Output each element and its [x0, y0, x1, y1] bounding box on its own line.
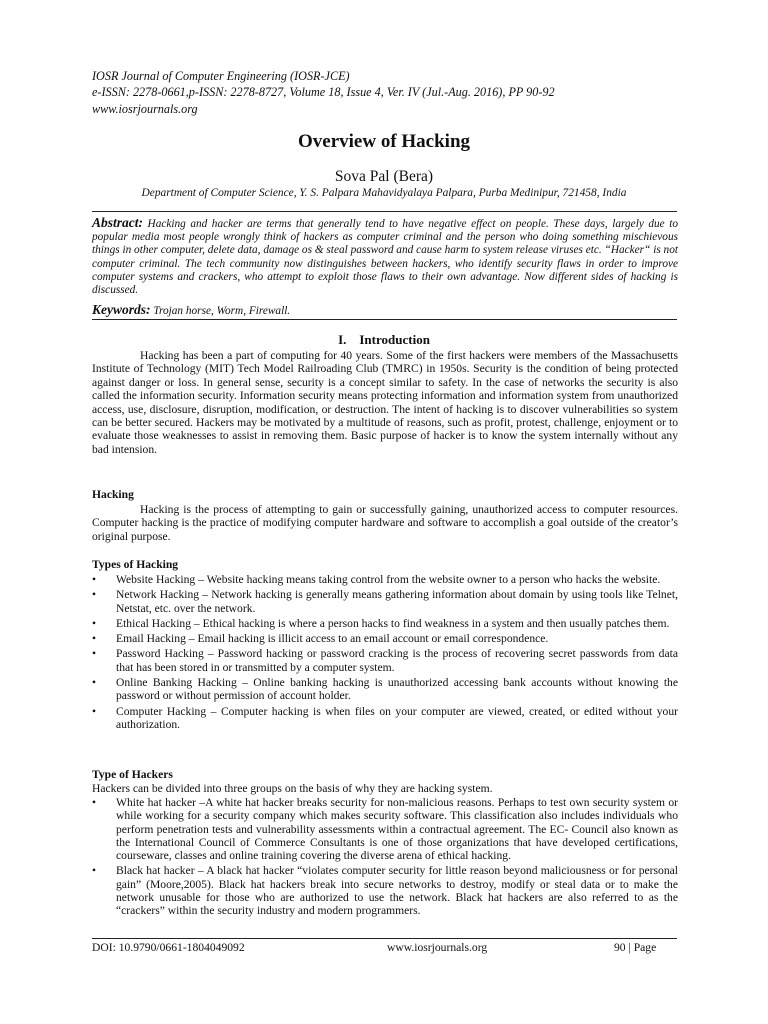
bullet-icon: • [92, 647, 97, 661]
abstract [92, 216, 678, 297]
journal-website: www.iosrjournals.org [92, 101, 198, 116]
hacking-paragraph: Hacking is the process of attempting to gain or successfully gaining, unauthorized access to computer resources. Computer hacking is the practice of modifying computer hardware and software to accomplish a goal outside of the creator’s original purpose. [92, 503, 678, 543]
paper-title: Overview of Hacking [297, 131, 471, 152]
journal-header [92, 68, 555, 117]
list-item: • Password Hacking – Password hacking or password cracking is the process of recovering secret passwords from data that has been stored in or transmitted by a computer system. [92, 647, 678, 674]
author-name: Sova Pal (Bera) [334, 168, 434, 185]
list-item: • White hat hacker –A white hat hacker breaks security for non-malicious reasons. Perhaps to test own security system or while working for a security company which makes security software. This classification also includes individuals who perform penetration tests and vulnerability assessments within a contractual agreement. The EC- Council also known as the International Council of Commerce Consultants is one of those organizations that have developed certifications, courseware, classes and online training covering the diverse arena of ethical hacking. [92, 796, 678, 863]
bullet-icon: • [92, 676, 97, 690]
bullet-icon: • [92, 573, 97, 586]
keywords [92, 302, 290, 318]
bullet-icon: • [92, 796, 97, 809]
list-item: • Online Banking Hacking – Online banking hacking is unauthorized accessing bank accounts without knowing the password or without permission of account holder. [92, 676, 678, 703]
footer-rule [92, 938, 677, 939]
footer-doi: DOI: 10.9790/0661-1804049092 [92, 941, 245, 954]
bullet-icon: • [92, 616, 97, 630]
list-item: • Network Hacking – Network hacking is generally means gathering information about domain by using tools like Telnet, Netstat, etc. over the network. [92, 588, 678, 615]
footer-page-number: 90 | Page [614, 941, 657, 954]
abstract-top-rule [92, 211, 677, 212]
list-item: • Black hat hacker – A black hat hacker “violates computer security for little reason beyond maliciousness or for personal gain” (Moore,2005). Black hat hackers break into secure networks to destroy, modify or steal data or to make the network unusable for those who are authorized to use the network. Black hat hackers are also referred to as the “crackers” within the security industry and modern programmers. [92, 864, 678, 918]
introduction-paragraph: Hacking has been a part of computing for 40 years. Some of the first hackers were members of the Massachusetts Institute of Technology (MIT) Tech Model Railroading Club (TMRC) in 1950s. Security is the condition of being protected against danger or loss. In general sense, security is a concept similar to safety. In the case of networks the security is also called the information security. Information security means protecting information and information system from unauthorized access, use, disclosure, disruption, modification, or destruction. The intent of hacking is to discover vulnerabilities so system can be better secured. Hackers may be motivated by a multitude of reasons, such as profit, protest, challenge, enjoyment or to evaluate those weaknesses to assist in removing them. Basic purpose of hacker is to know the system internally without any bad intension. [92, 349, 678, 456]
footer-website-link[interactable]: www.iosrjournals.org [387, 941, 488, 954]
abstract-text: Hacking and hacker are terms that generally tend to have negative effect on people. These days, largely due to popular media most people wrongly think of hackers as computer criminal and the person who doing something mischievous things in other computer, delete data, damage os & steal password and cause harm to system release viruses etc. “Hacker“ is not computer criminal. The tech community now distinguishes between hackers, who identify security flaws in order to improve computer systems and crackers, who attempt to exploit those flaws to their own advantage. Now different sides of hacking is discussed. [92, 218, 678, 297]
subheading-types-of-hacking: Types of Hacking [92, 558, 179, 571]
abstract-bottom-rule [92, 319, 677, 320]
section-heading-introduction: I. Introduction [338, 332, 430, 347]
keywords-text: Trojan horse, Worm, Firewall. [153, 305, 291, 317]
list-item: • Website Hacking – Website hacking means taking control from the website owner to a person who hacks the website. [92, 573, 661, 586]
bullet-icon: • [92, 588, 97, 602]
subheading-hacking: Hacking [92, 488, 134, 501]
keywords-label: Keywords: [92, 302, 151, 317]
journal-name: IOSR Journal of Computer Engineering (IOSR-JCE) [92, 69, 350, 83]
abstract-label: Abstract: [92, 215, 144, 230]
bullet-icon: • [92, 704, 97, 718]
types-of-hacking-list [92, 573, 678, 733]
issn-line: e-ISSN: 2278-0661,p-ISSN: 2278-8727, Volume 18, Issue 4, Ver. IV (Jul.-Aug. 2016), PP 90-92 [92, 85, 555, 100]
hackers-intro: Hackers can be divided into three groups on the basis of why they are hacking system. [92, 782, 493, 795]
author-affiliation: Department of Computer Science, Y. S. Palpara Mahavidyalaya Palpara, Purba Medinipur, 721458, India [141, 187, 627, 199]
list-item: • Ethical Hacking – Ethical hacking is where a person hacks to find weakness in a system and then usually patches them. [92, 616, 670, 630]
list-item: • Computer Hacking – Computer hacking is when files on your computer are viewed, created, or edited without your authorization. [92, 704, 678, 731]
list-item: • Email Hacking – Email hacking is illicit access to an email account or email correspondence. [92, 632, 549, 646]
bullet-icon: • [92, 632, 97, 646]
subheading-type-of-hackers: Type of Hackers [92, 768, 173, 781]
bullet-icon: • [92, 864, 97, 878]
types-of-hackers-list [92, 796, 678, 920]
